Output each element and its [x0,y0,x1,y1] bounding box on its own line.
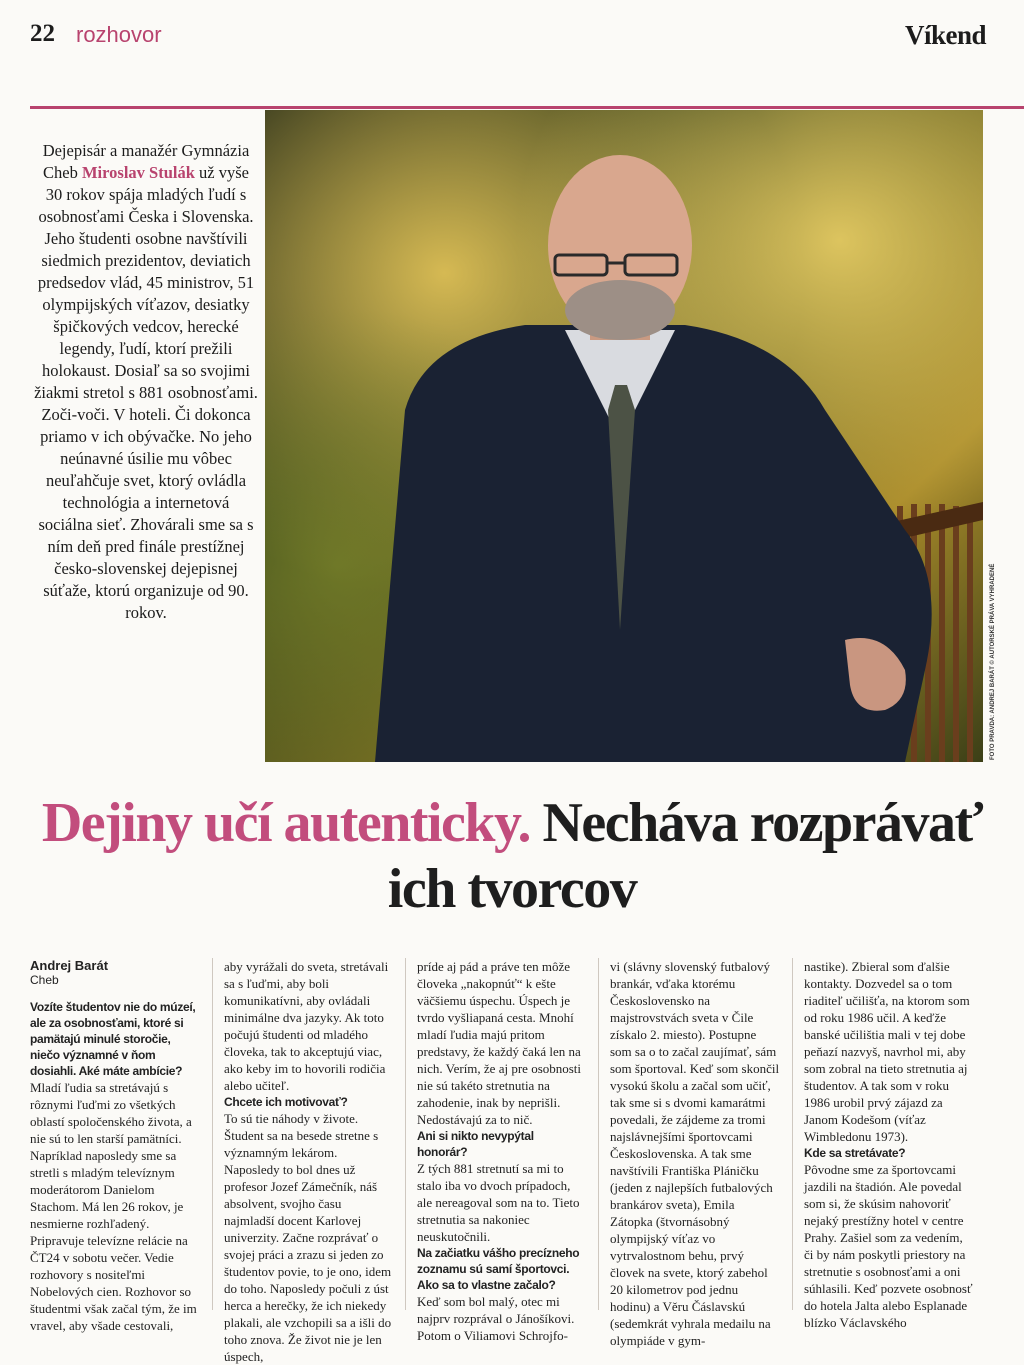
intro-body: už vyše 30 rokov spája mladých ľudí s osobnosťami Česka i Slovenska. Jeho študenti osobne navštívili siedmich prezidentov, deviatich predsedov vlád, 45 ministrov, 51 olympijských víťazov, desiatky špičkových vedcov, herecké legendy, ľudí, ktorí prežili holokaust. Dosiaľ sa so svojimi žiakmi stretol s 881 osobnosťami. Zoči-voči. V hoteli. Či dokonca priamo v ich obývačke. No jeho neúnavné úsilie mu vôbec neuľahčuje svet, ktorý ovládla technológia a internetová sociálna sieť. Zhovárali sme sa s ním deň pred finále prestížnej česko-slovenskej dejepisnej súťaže, ktorú organizuje od 90. rokov. [34,163,258,622]
question: Chcete ich motivovať? [224,1095,348,1109]
answer-text: vi (slávny slovenský futbalový brankár, vďaka ktorému Československo na majstrovstvách sveta v Čile získalo 2. miesto). Postupne som sa o to začal zaujímať, sám som športoval. Keď som skončil vysokú školu a začal som učiť, tak sme si s dvomi kamarátmi povedali, že zájdeme za tromi najslávnejšími športovcami Československa. A tak sme navštívili Františka Pláničku (jeden z najlepších futbalových brankárov sveta), Emila Zátopka (štvornásobný olympijský víťaz vo vytrvalostnom behu, prvý človek na svete, ktorý zabehol 20 kilometrov pod jednu hodinu) a Věru Čáslavskú (sedemkrát vyhrala medailu na olympiáde v gym- [610,959,780,1348]
article-column-3 [417,958,587,1344]
headline [20,790,1004,922]
brand-label: Víkend [904,20,986,50]
column-divider [792,958,793,1310]
portrait-illustration [265,110,983,762]
answer-text: Z tých 881 stretnutí sa mi to stalo iba vo dvoch prípadoch, ale nereagoval som na to. Tieto stretnutia sa nakoniec neuskutočnili. [417,1161,580,1244]
answer-text: To sú tie náhody v živote. Študent sa na besede stretne s významným lekárom. Naposledy to bol dnes už profesor Jozef Zámečník, náš absolvent, svojho času najmladší docent Karlovej univerzity. Začne rozprávať o svojej práci a zrazu si jeden zo študentov povie, to je ono, idem do toho. Naposledy počuli z úst herca a herečky, že ich niekedy plakali, ale vzchopili sa a išli do toho znova. Že život nie je len úspech, [224,1111,392,1364]
question: Vozíte študentov nie do múzeí, ale za osobnosťami, ktoré si pamätajú minulé storočie, niečo významné v ňom dosiahli. Aké máte ambície? [30,1000,196,1078]
question: Kde sa stretávate? [804,1146,906,1160]
answer-text: nastike). Zbieral som ďalšie kontakty. Dozvedel sa o tom riaditeľ učilišťa, na ktorom som od roku 1986 učil. A keďže banské učilištia mali v tej dobe peňazí nazvyš, navrhol mi, aby som zobral na tieto stretnutia aj študentov. A tak som v roku 1986 urobil prvý zájazd za Janom Kodešom (víťaz Wimbledonu 1973). [804,959,970,1144]
answer-text: Keď som bol malý, otec mi najprv rozprával o Jánošíkovi. Potom o Viliamovi Schrojfo- [417,1294,575,1343]
header-rule [30,106,1024,109]
headline-part2: Necháva rozprávať ich tvorcov [387,792,983,920]
byline-author: Andrej Barát [30,958,109,973]
answer-text: aby vyrážali do sveta, stretávali sa s ľuďmi, aby boli komunikatívni, aby ovládali minimálne dva jazyky. Ak toto počujú študenti od mladého človeka, tak to akceptujú viac, ako keby im to hovorili rodičia alebo učiteľ. [224,959,389,1093]
column-divider [598,958,599,1310]
question: Na začiatku vášho precízneho zoznamu sú samí športovci. Ako sa to vlastne začalo? [417,1246,580,1292]
photo-credit: FOTO PRAVDA: ANDREJ BARÁT © AUTORSKÉ PRÁVA VYHRADENÉ [990,563,996,760]
article-column-4 [610,958,780,1349]
article-column-2 [224,958,394,1365]
headline-part1: Dejiny učí autenticky. [41,792,530,854]
section-label: rozhovor [76,22,162,47]
portrait-photo [265,110,983,762]
page-number: 22 [30,20,55,47]
question: Ani si nikto nevypýtal honorár? [417,1129,534,1159]
intro-paragraph [34,140,258,624]
answer-text: príde aj pád a práve ten môže človeka „nakopnúť“ k ešte väčšiemu úspechu. Úspech je tvrdo vyšliapaná cesta. Mnohí mladí ľudia majú pritom predstavy, že každý čaká len na nich. Verím, že aj pre osobnosti nie sú takéto stretnutia na zahodenie, inak by neprišli. Nedostávajú za to nič. [417,959,582,1127]
column-divider [212,958,213,1310]
article-column-5 [804,958,974,1331]
column-divider [405,958,406,1310]
article-column-1 [30,958,200,1334]
answer-text: Pôvodne sme za športovcami jazdili na štadión. Ale povedal som si, že skúsim nahovoriť nejaký prestížny hotel v centre Prahy. Zašiel som za vedením, či by nám poskytli priestory na stretnutie s osobnosťami a oni súhlasili. Keď pozvete osobnosť do hotela Jalta alebo Esplanade blízko Václavského [804,1162,973,1330]
intro-name: Miroslav Stulák [81,163,195,182]
answer-text: Mladí ľudia sa stretávajú s rôznymi ľuďmi zo všetkých oblastí spoločenského života, a nie sú to len starší pamätníci. Napríklad naposledy sme sa stretli s mladým televíznym moderátorom Danielom Stachom. Má len 26 rokov, je nesmierne rozhľadený. Pripravuje televízne relácie na ČT24 v sobotu večer. Vedie rozhovory s nositeľmi Nobelových cien. Rozhovor so študentmi však začal tým, že im vravel, aby všade cestovali, [30,1080,197,1333]
byline-place: Cheb [30,973,59,987]
intro-lead: Dejepisár a manažér Gymnázia Cheb [42,141,250,182]
